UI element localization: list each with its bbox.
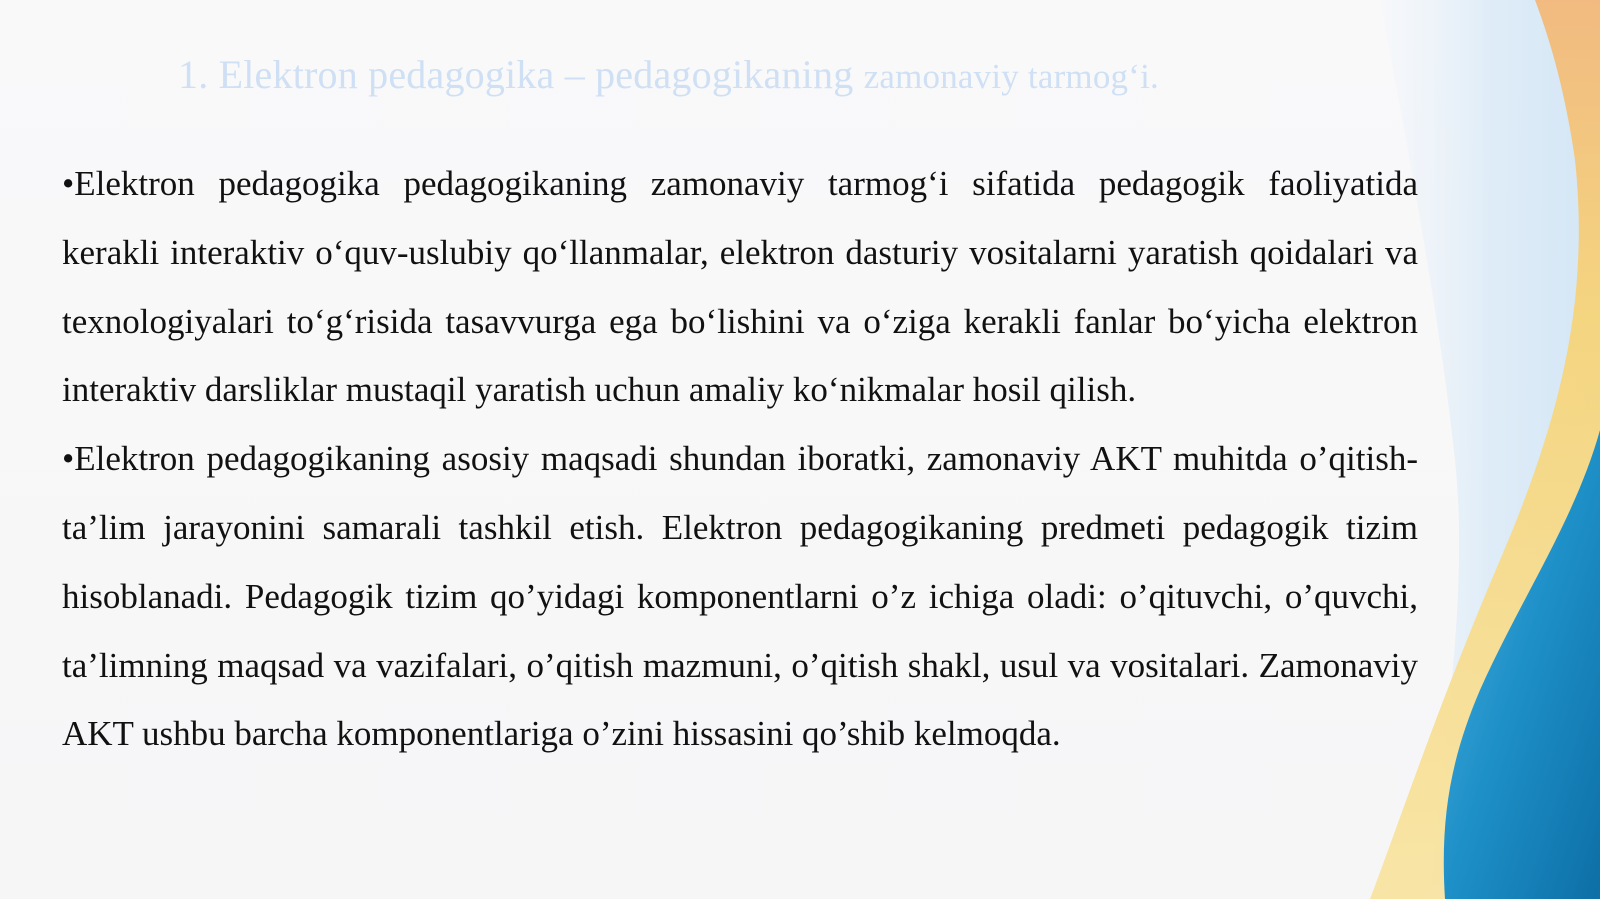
bullet-paragraph bbox=[62, 425, 1418, 769]
slide-title-tail: zamonaviy tarmog‘i. bbox=[863, 57, 1159, 96]
paragraph-text: Elektron pedagogikaning asosiy maqsadi shundan iboratki, zamonaviy AKT muhitda o’qitish-ta’lim jarayonini samarali tashkil etish. Elektron pedagogikaning predmeti pedagogik tizim hisoblanadi. Pedagogik tizim qo’yidagi komponentlarni o’z ichiga oladi: o’qituvchi, o’quvchi, ta’limning maqsad va vazifalari, o’qitish mazmuni, o’qitish shakl, usul va vositalari. Zamonaviy AKT ushbu barcha komponentlariga o’zini hissasini qo’shib kelmoqda. bbox=[62, 439, 1418, 754]
slide-title bbox=[178, 48, 1159, 104]
slide-title-main: 1. Elektron pedagogika – pedagogikaning bbox=[178, 52, 854, 97]
bullet-icon: • bbox=[62, 439, 75, 479]
bullet-paragraph bbox=[62, 150, 1418, 425]
paragraph-text: Elektron pedagogika pedagogikaning zamonaviy tarmog‘i sifatida pedagogik faoliyatida kerakli interaktiv o‘quv-uslubiy qo‘llanmalar, elektron dasturiy vositalarni yaratish qoidalari va texnologiyalari to‘g‘risida tasavvurga ega bo‘lishini va o‘ziga kerakli fanlar bo‘yicha elektron interaktiv darsliklar mustaqil yaratish uchun amaliy ko‘nikmalar hosil qilish. bbox=[62, 164, 1418, 410]
bullet-icon: • bbox=[62, 164, 75, 203]
slide-body bbox=[62, 150, 1418, 769]
